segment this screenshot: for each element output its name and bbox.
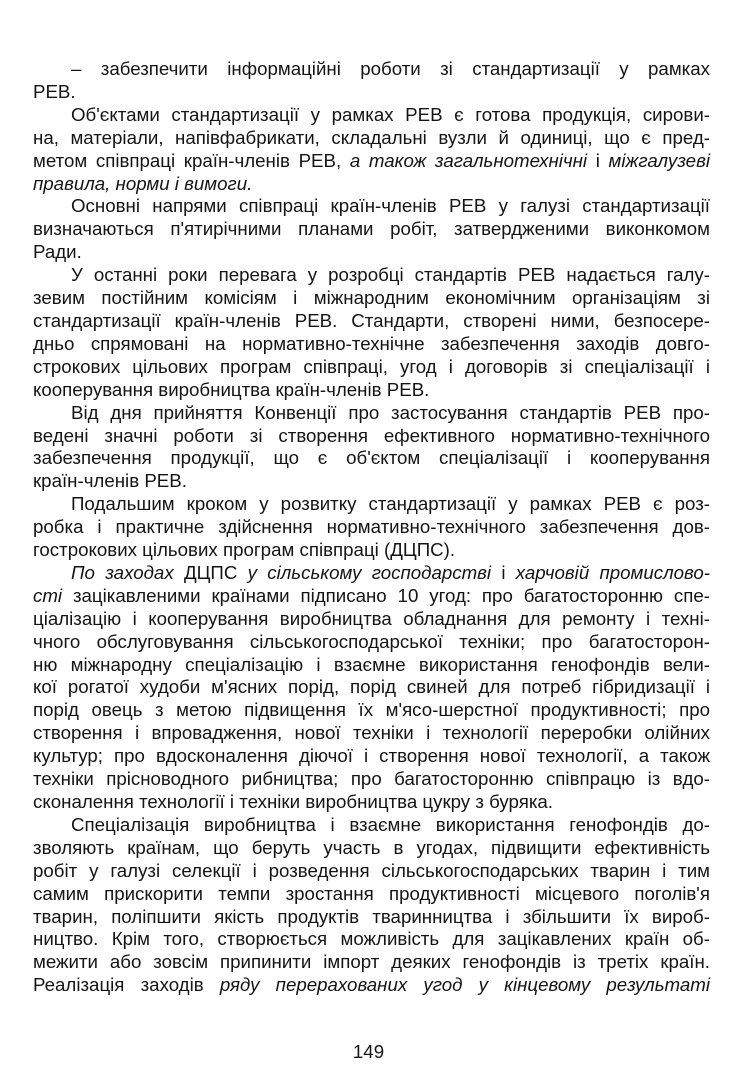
paragraph-3 [33, 195, 710, 264]
paragraph-2 [33, 104, 710, 196]
text-line: сконалення технології і техніки виробництва цукру з буряка. [33, 791, 554, 812]
text-line: Реалізація заходів ряду перерахованих угод у кінцевому результаті [33, 974, 710, 996]
text-line: Подальшим кроком у розвитку стандартизації у рамках РЕВ є роз- [71, 493, 710, 515]
text-line: Ради. [33, 241, 82, 263]
text-line: на, матеріали, напівфабрикати, складальні вузли й одиниці, що є пред- [33, 126, 710, 148]
text-line: строкових цільових програм співпраці, угод і договорів зі спеціалізації і [33, 355, 710, 377]
page-number: 149 [352, 1041, 385, 1062]
text-line: визначаються п'ятирічними планами робіт, затвердженими виконкомом [33, 218, 710, 240]
body-text [33, 58, 710, 997]
text-line: тварин, поліпшити якість продуктів тваринництва і збільшити їх вироб- [33, 905, 710, 927]
text-line: країн-членів РЕВ. [33, 470, 187, 492]
text-line: ництво. Крім того, створюється можливість для зацікавлених країн об- [33, 928, 710, 950]
text-line: робка і практичне здійснення нормативно-технічного забезпечення дов- [33, 516, 710, 538]
text-line: ню міжнародну спеціалізацію і взаємне використання генофондів вели- [33, 653, 710, 675]
paragraph-5 [33, 402, 710, 494]
text-line: ведені значні роботи зі створення ефективного нормативно-технічного [33, 424, 710, 446]
paragraph-4 [33, 264, 710, 401]
text-line: РЕВ. [33, 80, 76, 102]
text-line: Спеціалізація виробництва і взаємне використання генофондів до- [71, 813, 710, 835]
text-line: правила, норми і вимоги. [33, 172, 253, 194]
text-line: зволяють країнам, що беруть участь в угодах, підвищити ефективність [33, 836, 710, 858]
text-line: стандартизації країн-членів РЕВ. Стандарти, створені ними, безпосере- [33, 309, 710, 331]
paragraph-8 [33, 814, 710, 997]
text-line: По заходах ДЦПС у сільському господарстві і харчовій промислово- [71, 561, 710, 583]
paragraph-6 [33, 493, 710, 562]
text-line-part: метом співпраці країн-членів РЕВ, а також загальнотехнічні і міжгалузеві [33, 149, 710, 171]
text-line: Об'єктами стандартизації у рамках РЕВ є готова продукція, сирови- [71, 103, 710, 125]
text-line: гострокових цільових програм співпраці (ДЦПС). [33, 539, 456, 561]
text-line: чного обслуговування сільськогосподарської техніки; про багатосторон- [33, 630, 710, 652]
text-line: робіт у галузі селекції і розведення сільськогосподарських тварин і тим [33, 859, 710, 881]
text-line [0, 150, 710, 173]
paragraph-1 [33, 58, 710, 104]
text-line: сті зацікавленими країнами підписано 10 угод: про багатосторонню спе- [33, 584, 710, 606]
text-line: створення і впровадження, нової техніки і технології переробки олійних [33, 722, 710, 744]
text-line: забезпечення продукції, що є об'єктом спеціалізації і кооперування [33, 447, 710, 469]
text-line: зевим постійним комісіям і міжнародним економічним організаціям зі [33, 287, 710, 309]
text-line: кооперування виробництва країн-членів РЕВ. [33, 378, 430, 400]
text-line: культур; про вдосконалення діючої і створення нової технології, а також [33, 745, 710, 767]
text-line: Основні напрями співпраці країн-членів РЕВ у галузі стандартизації [71, 195, 710, 217]
text-line: дньо спрямовані на нормативно-технічне забезпечення заходів довго- [33, 332, 710, 354]
text-line: техніки прісноводного рибництва; про багатосторонню співпрацю із вдо- [33, 768, 710, 790]
text-line: – забезпечити інформаційні роботи зі стандартизації у рамках [71, 58, 710, 79]
text-line: Від дня прийняття Конвенції про застосування стандартів РЕВ про- [71, 401, 710, 423]
text-line: порід овець з метою підвищення їх м'ясо-шерстної продуктивності; про [33, 699, 710, 721]
text-line: ціалізацію і кооперування виробництва обладнання для ремонту і техні- [33, 607, 710, 629]
text-line: межити або зовсім припинити імпорт деяких генофондів із третіх країн. [33, 951, 710, 973]
text-line: самим прискорити темпи зростання продуктивності місцевого поголів'я [33, 882, 710, 904]
paragraph-7 [33, 562, 710, 814]
text-line: кої рогатої худоби м'ясних порід, порід свиней для потреб гібридизації і [33, 676, 710, 698]
text-line: У останні роки перевага у розробці стандартів РЕВ надається галу- [71, 264, 710, 286]
